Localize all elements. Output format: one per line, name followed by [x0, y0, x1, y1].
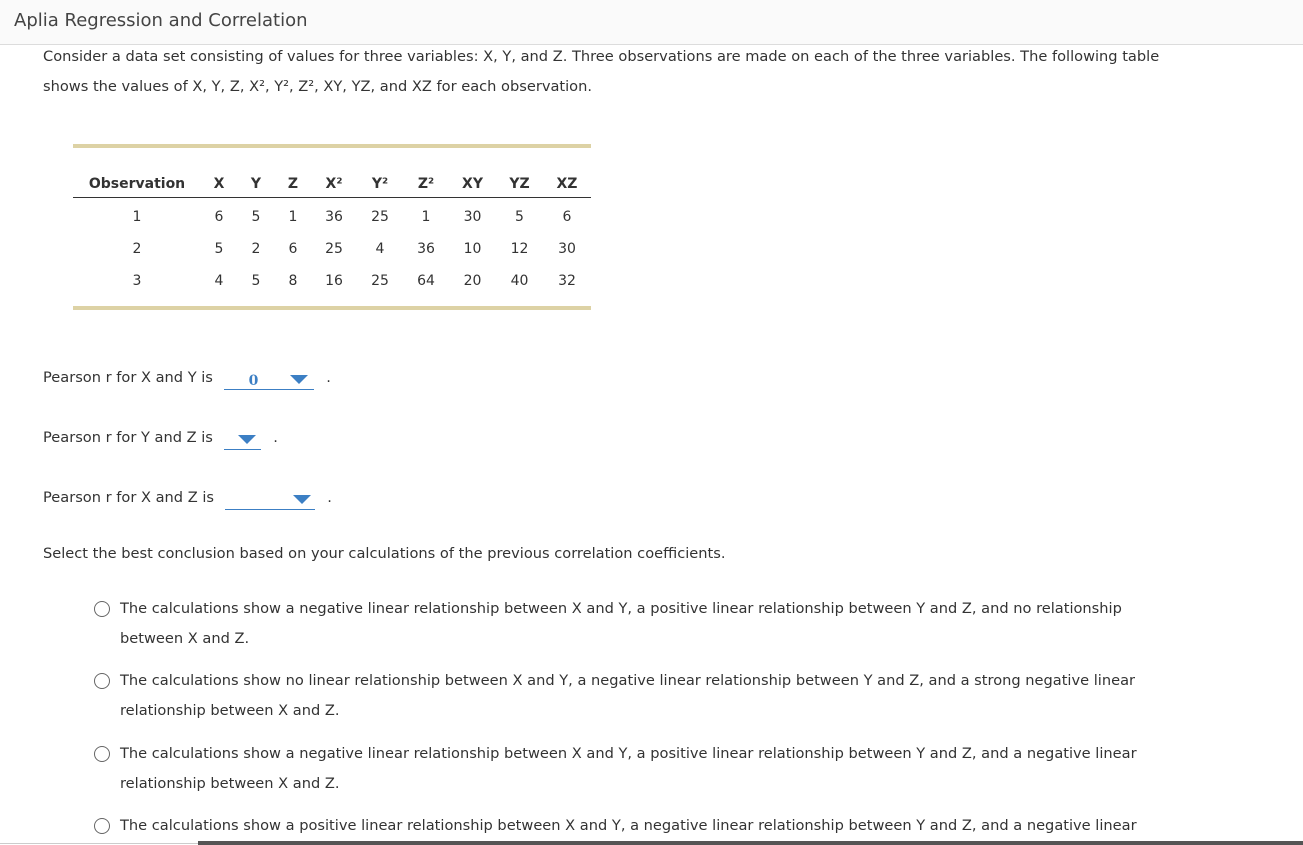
- question-label: Pearson r for X and Y is: [43, 369, 213, 386]
- question-label: Pearson r for Y and Z is: [43, 429, 213, 446]
- table-cell: 5: [214, 241, 224, 257]
- question-xz: [43, 486, 332, 510]
- question-period: .: [326, 369, 331, 386]
- data-table: [73, 148, 591, 306]
- table-cell: 5: [251, 273, 261, 289]
- option-text: The calculations show no linear relationship between X and Y, a negative linear relationship between Y and Z, and a strong negative linear relationship between X and Z.: [120, 672, 1136, 719]
- conclusion-option-3[interactable]: [94, 739, 1174, 799]
- radio-button[interactable]: [94, 818, 110, 834]
- table-cell: 6: [214, 209, 224, 225]
- table-header-cell: Y: [237, 148, 275, 198]
- intro-text: Consider a data set consisting of values for three variables: X, Y, and Z. Three observations are made on each of the three variables. The following table shows the values of X, Y, Z, X², Y², Z², XY, YZ, and XZ for each observation.: [43, 48, 1160, 95]
- pearson-xy-dropdown[interactable]: [224, 367, 314, 390]
- chevron-down-icon: [238, 435, 256, 444]
- table-header-cell: X: [201, 148, 237, 198]
- table-header-cell: Observation: [73, 148, 201, 198]
- chevron-down-icon: [293, 495, 311, 504]
- table-header-cell: Y²: [357, 148, 403, 198]
- conclusion-option-2[interactable]: [94, 666, 1174, 726]
- data-table-container: [73, 144, 591, 310]
- table-cell: 8: [288, 273, 298, 289]
- radio-button[interactable]: [94, 746, 110, 762]
- option-text: The calculations show a negative linear relationship between X and Y, a positive linear relationship between Y and Z, and a negative linear relationship between X and Z.: [120, 745, 1137, 792]
- header-bar: [0, 0, 1303, 45]
- table-cell: 4: [375, 241, 385, 257]
- table-cell: 30: [558, 241, 576, 257]
- table-row: [73, 198, 591, 234]
- dropdown-selected-value: 0: [248, 372, 259, 389]
- table-cell: 2: [132, 241, 142, 257]
- table-header-cell: Z²: [403, 148, 449, 198]
- table-cell: 36: [325, 209, 343, 225]
- table-header-cell: YZ: [496, 148, 543, 198]
- table-cell: 1: [288, 209, 298, 225]
- table-row: [73, 233, 591, 265]
- table-cell: 10: [463, 241, 482, 257]
- horizontal-scrollbar[interactable]: [198, 841, 1303, 845]
- table-cell: 25: [371, 273, 389, 289]
- table-cell: 4: [214, 273, 224, 289]
- table-cell: 40: [510, 273, 529, 289]
- question-xy: [43, 366, 331, 390]
- table-cell: 25: [325, 241, 343, 257]
- table-cell: 36: [417, 241, 435, 257]
- radio-button[interactable]: [94, 673, 110, 689]
- table-header-row: [73, 148, 591, 198]
- table-header-cell: X²: [311, 148, 357, 198]
- table-cell: 20: [463, 273, 482, 289]
- conclusion-option-4[interactable]: [94, 811, 1174, 841]
- table-cell: 1: [421, 209, 431, 225]
- question-period: .: [273, 429, 278, 446]
- table-cell: 6: [562, 209, 572, 225]
- table-header-cell: XY: [449, 148, 496, 198]
- option-text: The calculations show a negative linear relationship between X and Y, a positive linear relationship between Y and Z, and no relationship between X and Z.: [120, 600, 1122, 647]
- pearson-yz-dropdown[interactable]: [224, 427, 261, 450]
- option-text: The calculations show a positive linear relationship between X and Y, a negative linear relationship between Y and Z, and a negative linear: [120, 817, 1137, 834]
- table-cell: 30: [463, 209, 482, 225]
- question-yz: [43, 426, 278, 450]
- table-cell: 3: [132, 273, 142, 289]
- table-header-cell: Z: [275, 148, 311, 198]
- conclusion-option-1[interactable]: [94, 594, 1174, 654]
- chevron-down-icon: [290, 375, 308, 384]
- radio-button[interactable]: [94, 601, 110, 617]
- table-cell: 5: [251, 209, 261, 225]
- table-cell: 16: [325, 273, 343, 289]
- table-cell: 2: [251, 241, 261, 257]
- table-cell: 64: [417, 273, 435, 289]
- table-cell: 25: [371, 209, 389, 225]
- question-period: .: [327, 489, 332, 506]
- table-cell: 5: [515, 209, 524, 225]
- question-label: Pearson r for X and Z is: [43, 489, 214, 506]
- conclusion-prompt: Select the best conclusion based on your calculations of the previous correlation coefficients.: [43, 545, 726, 562]
- table-cell: 12: [510, 241, 529, 257]
- table-cell: 32: [558, 273, 576, 289]
- table-cell: 6: [288, 241, 298, 257]
- page-title: Aplia Regression and Correlation: [14, 10, 308, 31]
- table-cell: 1: [132, 209, 142, 225]
- table-row: [73, 265, 591, 306]
- pearson-xz-dropdown[interactable]: [225, 487, 315, 510]
- table-header-cell: XZ: [543, 148, 591, 198]
